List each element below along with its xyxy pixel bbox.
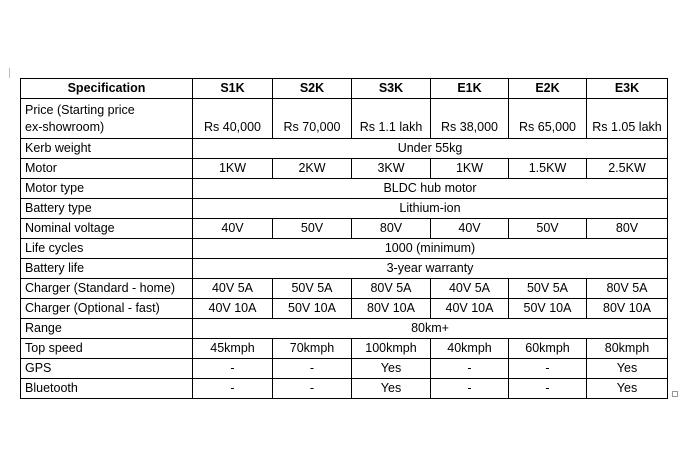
cell-gps-e3k: Yes: [587, 359, 668, 379]
cell-voltage-s3k: 80V: [352, 219, 431, 239]
cell-motor-type: BLDC hub motor: [193, 179, 668, 199]
row-label-life-cycles: Life cycles: [21, 239, 193, 259]
cell-speed-s1k: 45kmph: [193, 339, 273, 359]
cell-gps-e2k: -: [509, 359, 587, 379]
cell-price-e1k: Rs 38,000: [431, 99, 509, 139]
header-s1k: S1K: [193, 79, 273, 99]
cell-bt-e1k: -: [431, 379, 509, 399]
cell-gps-s3k: Yes: [352, 359, 431, 379]
cell-speed-e2k: 60kmph: [509, 339, 587, 359]
cell-charger-std-e1k: 40V 5A: [431, 279, 509, 299]
cell-price-s3k: Rs 1.1 lakh: [352, 99, 431, 139]
table-row-battery-life: [21, 259, 668, 279]
cell-motor-s1k: 1KW: [193, 159, 273, 179]
cell-battery-type: Lithium-ion: [193, 199, 668, 219]
cell-gps-s2k: -: [273, 359, 352, 379]
row-label-nominal-voltage: Nominal voltage: [21, 219, 193, 239]
row-label-gps: GPS: [21, 359, 193, 379]
table-row-charger-optional: [21, 299, 668, 319]
cell-price-e3k: Rs 1.05 lakh: [587, 99, 668, 139]
cell-charger-opt-s1k: 40V 10A: [193, 299, 273, 319]
cell-battery-life: 3-year warranty: [193, 259, 668, 279]
cell-speed-e1k: 40kmph: [431, 339, 509, 359]
cell-charger-opt-s2k: 50V 10A: [273, 299, 352, 319]
cell-bt-s1k: -: [193, 379, 273, 399]
header-s3k: S3K: [352, 79, 431, 99]
cell-voltage-e3k: 80V: [587, 219, 668, 239]
table-row-price: [21, 99, 668, 139]
table-row-range: [21, 319, 668, 339]
cell-charger-opt-e1k: 40V 10A: [431, 299, 509, 319]
row-label-top-speed: Top speed: [21, 339, 193, 359]
row-label-motor-type: Motor type: [21, 179, 193, 199]
cell-price-s1k: Rs 40,000: [193, 99, 273, 139]
row-label-kerb-weight: Kerb weight: [21, 139, 193, 159]
cell-charger-std-s3k: 80V 5A: [352, 279, 431, 299]
row-label-range: Range: [21, 319, 193, 339]
price-label-line2: ex-showroom): [25, 119, 105, 134]
cell-price-s2k: Rs 70,000: [273, 99, 352, 139]
cell-speed-e3k: 80kmph: [587, 339, 668, 359]
cell-voltage-e2k: 50V: [509, 219, 587, 239]
header-specification: Specification: [21, 79, 193, 99]
cell-bt-e2k: -: [509, 379, 587, 399]
cell-voltage-s2k: 50V: [273, 219, 352, 239]
cell-speed-s2k: 70kmph: [273, 339, 352, 359]
cell-charger-std-s1k: 40V 5A: [193, 279, 273, 299]
cell-price-e2k: Rs 65,000: [509, 99, 587, 139]
cell-charger-std-e3k: 80V 5A: [587, 279, 668, 299]
table-row-battery-type: [21, 199, 668, 219]
cell-motor-e3k: 2.5KW: [587, 159, 668, 179]
page-edge-mark: [9, 68, 10, 78]
cell-voltage-e1k: 40V: [431, 219, 509, 239]
header-e3k: E3K: [587, 79, 668, 99]
table-row-kerb-weight: [21, 139, 668, 159]
cell-motor-e2k: 1.5KW: [509, 159, 587, 179]
cell-gps-e1k: -: [431, 359, 509, 379]
cell-bt-s2k: -: [273, 379, 352, 399]
cell-charger-std-e2k: 50V 5A: [509, 279, 587, 299]
row-label-charger-standard: Charger (Standard - home): [21, 279, 193, 299]
price-label-line1: Price (Starting price: [25, 102, 135, 117]
table-row-top-speed: [21, 339, 668, 359]
row-label-price: [21, 99, 193, 139]
row-label-battery-type: Battery type: [21, 199, 193, 219]
cell-range: 80km+: [193, 319, 668, 339]
cell-charger-opt-s3k: 80V 10A: [352, 299, 431, 319]
cell-speed-s3k: 100kmph: [352, 339, 431, 359]
header-s2k: S2K: [273, 79, 352, 99]
table-row-motor-type: [21, 179, 668, 199]
row-label-bluetooth: Bluetooth: [21, 379, 193, 399]
header-row: [21, 79, 668, 99]
cell-life-cycles: 1000 (minimum): [193, 239, 668, 259]
cell-charger-opt-e2k: 50V 10A: [509, 299, 587, 319]
cell-gps-s1k: -: [193, 359, 273, 379]
row-label-motor: Motor: [21, 159, 193, 179]
table-row-nominal-voltage: [21, 219, 668, 239]
table-row-life-cycles: [21, 239, 668, 259]
cell-charger-std-s2k: 50V 5A: [273, 279, 352, 299]
table-row-gps: [21, 359, 668, 379]
header-e1k: E1K: [431, 79, 509, 99]
cell-motor-e1k: 1KW: [431, 159, 509, 179]
row-label-charger-optional: Charger (Optional - fast): [21, 299, 193, 319]
cell-voltage-s1k: 40V: [193, 219, 273, 239]
cell-bt-e3k: Yes: [587, 379, 668, 399]
table-row-charger-standard: [21, 279, 668, 299]
cell-kerb-weight: Under 55kg: [193, 139, 668, 159]
cell-charger-opt-e3k: 80V 10A: [587, 299, 668, 319]
table-row-motor: [21, 159, 668, 179]
cell-motor-s3k: 3KW: [352, 159, 431, 179]
row-label-battery-life: Battery life: [21, 259, 193, 279]
table-row-bluetooth: [21, 379, 668, 399]
header-e2k: E2K: [509, 79, 587, 99]
table-resize-handle: [672, 391, 678, 397]
cell-motor-s2k: 2KW: [273, 159, 352, 179]
spec-table: [20, 78, 668, 399]
cell-bt-s3k: Yes: [352, 379, 431, 399]
